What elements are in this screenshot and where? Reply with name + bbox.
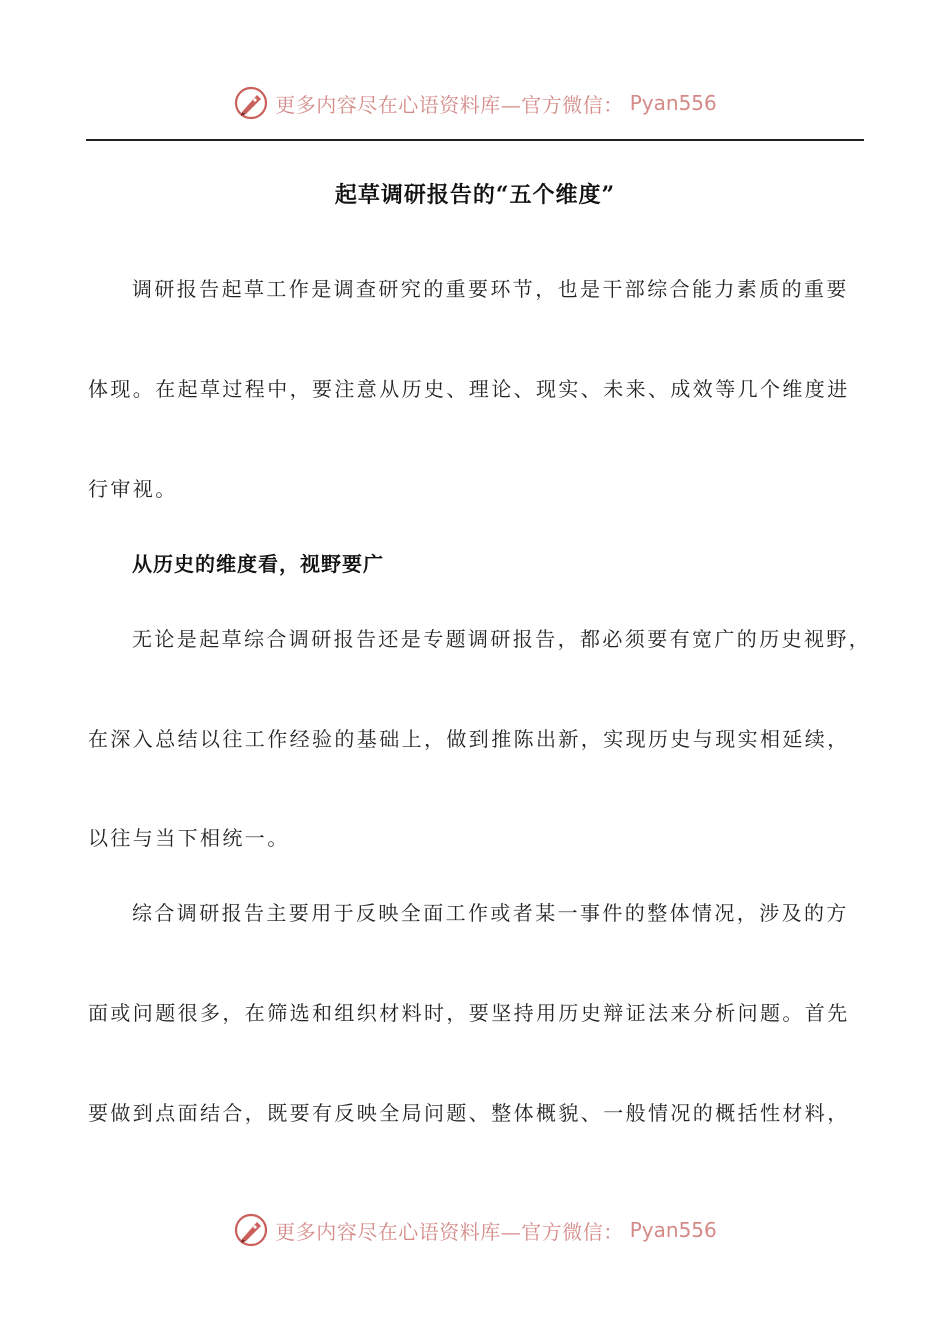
paragraph-line: 行审视。 bbox=[88, 477, 178, 501]
footer-banner bbox=[0, 1210, 950, 1250]
paragraph-line: 以往与当下相统一。 bbox=[88, 826, 290, 850]
footer-wechat-id: Pyan556 bbox=[629, 1218, 717, 1242]
header-banner-text: 更多内容尽在心语资料库—官方微信： bbox=[275, 92, 624, 117]
paragraph-line: 要做到点面结合，既要有反映全局问题、整体概貌、一般情况的概括性材料， bbox=[88, 1101, 850, 1125]
header-banner bbox=[0, 83, 950, 123]
header-wechat-id: Pyan556 bbox=[629, 91, 717, 115]
paragraph-line: 在深入总结以往工作经验的基础上，做到推陈出新，实现历史与现实相延续， bbox=[88, 727, 850, 751]
document-title: 起草调研报告的“五个维度” bbox=[334, 182, 616, 208]
pen-nib-logo-icon bbox=[233, 85, 269, 121]
paragraph-line: 综合调研报告主要用于反映全面工作或者某一事件的整体情况，涉及的方 bbox=[132, 901, 849, 925]
paragraph-line: 面或问题很多，在筛选和组织材料时，要坚持用历史辩证法来分析问题。首先 bbox=[88, 1001, 850, 1025]
paragraph-line: 体现。在起草过程中，要注意从历史、理论、现实、未来、成效等几个维度进 bbox=[88, 377, 850, 401]
paragraph-line: 调研报告起草工作是调查研究的重要环节，也是干部综合能力素质的重要 bbox=[132, 277, 849, 301]
pen-nib-logo-icon bbox=[233, 1212, 269, 1248]
paragraph-line: 无论是起草综合调研报告还是专题调研报告，都必须要有宽广的历史视野， bbox=[132, 627, 872, 651]
section-heading: 从历史的维度看，视野要广 bbox=[132, 552, 384, 576]
header-divider bbox=[86, 139, 864, 141]
footer-banner-text: 更多内容尽在心语资料库—官方微信： bbox=[275, 1219, 624, 1244]
